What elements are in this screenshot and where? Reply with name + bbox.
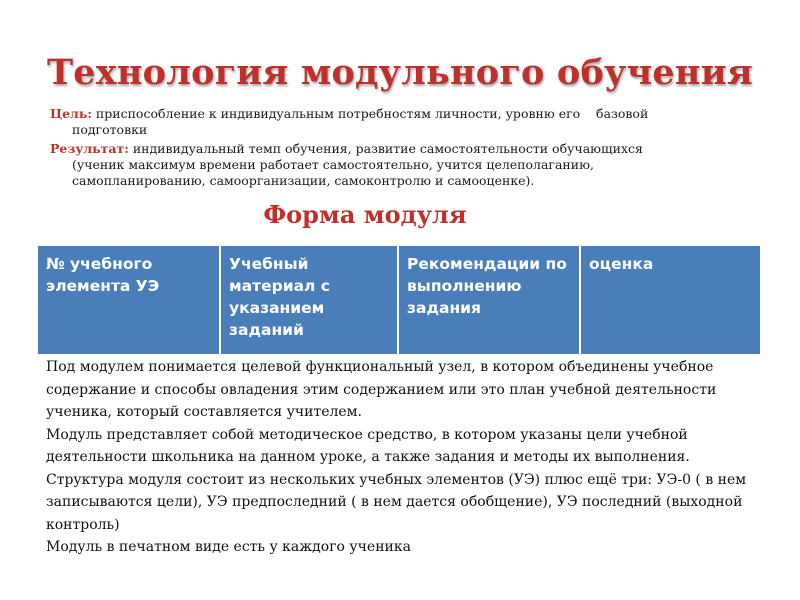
description-paragraph: Модуль в печатном виде есть у каждого ученика <box>46 539 411 555</box>
module-form-table <box>38 246 760 354</box>
module-form-subtitle: Форма модуля <box>263 200 467 229</box>
result-label: Результат: <box>50 141 129 156</box>
result-text-line1: индивидуальный темп обучения, развитие самостоятельности обучающихся <box>128 141 643 156</box>
goal-text-line1: приспособление к индивидуальным потребностям личности, уровню его базовой <box>91 106 649 121</box>
table-header-row <box>38 246 760 354</box>
intro-block <box>50 106 750 192</box>
header-element-number: № учебного элемента УЭ <box>38 246 220 354</box>
header-learning-material: Учебный материал с указанием заданий <box>220 246 398 354</box>
header-grade: оценка <box>580 246 760 354</box>
description-paragraph: Модуль представляет собой методическое средство, в котором указаны цели учебной деятельности школьника на данном уроке, а также задания и методы их выполнения. <box>46 426 690 465</box>
goal-text-line2: подготовки <box>72 122 148 137</box>
result-text-line2: (ученик максимум времени работает самостоятельно, учится целеполаганию, <box>72 157 594 172</box>
goal-row <box>50 106 750 138</box>
slide-title: Технология модульного обучения <box>47 52 753 93</box>
result-text-line3: самопланированию, самоорганизации, самоконтролю и самооценке). <box>72 173 535 188</box>
header-recommendations: Рекомендации по выполнению задания <box>398 246 580 354</box>
goal-label: Цель: <box>50 106 92 121</box>
description-paragraph: Под модулем понимается целевой функциональный узел, в котором объединены учебное содержание и способы овладения этим содержанием или это план учебной деятельности ученика, который составляется учителем. <box>46 359 717 420</box>
result-row <box>50 141 750 189</box>
description-paragraph: Структура модуля состоит из нескольких учебных элементов (УЭ) плюс ещё три: УЭ-0 ( в нем записываются цели), УЭ предпоследний ( в нем дается обобщение), УЭ последний (выходной контроль) <box>46 471 747 533</box>
description-block <box>46 356 760 559</box>
